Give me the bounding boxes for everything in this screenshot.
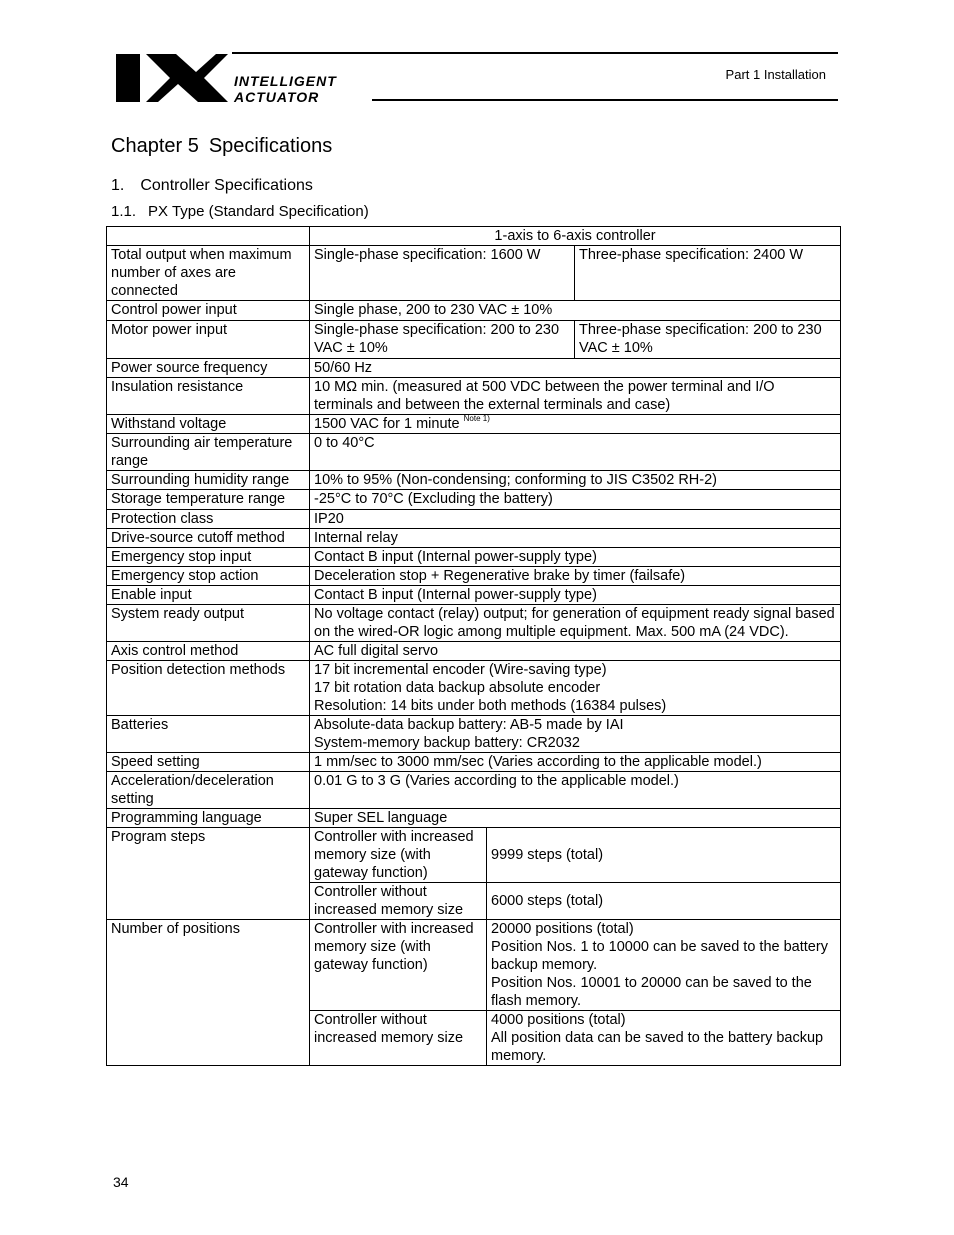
row-label: System ready output xyxy=(107,605,310,642)
row-protection xyxy=(107,510,841,529)
sub-value xyxy=(487,1011,841,1066)
row-label: Power source frequency xyxy=(107,359,310,378)
section-title: Controller Specifications xyxy=(140,177,313,194)
chapter-title: Specifications xyxy=(208,135,333,157)
row-value: -25°C to 70°C (Excluding the battery) xyxy=(310,490,841,510)
subsection-number: 1.1. xyxy=(111,203,137,220)
row-cutoff xyxy=(107,529,841,548)
row-axis-control xyxy=(107,642,841,661)
withstand-value: 1500 VAC for 1 minute xyxy=(314,416,460,432)
row-value: Contact B input (Internal power-supply type) xyxy=(310,586,841,605)
row-label: Protection class xyxy=(107,510,310,529)
row-value-single: Single-phase specification: 1600 W xyxy=(310,246,575,301)
value-line: 20000 positions (total) xyxy=(491,921,634,937)
row-value: 50/60 Hz xyxy=(310,359,841,378)
section-heading xyxy=(111,177,313,195)
chapter-number: Chapter 5 xyxy=(111,135,199,157)
row-value: AC full digital servo xyxy=(310,642,841,661)
row-humidity xyxy=(107,471,841,490)
row-value: Super SEL language xyxy=(310,809,841,828)
row-label: Storage temperature range xyxy=(107,490,310,510)
subsection-heading xyxy=(111,203,369,220)
row-accel xyxy=(107,772,841,809)
row-value: Internal relay xyxy=(310,529,841,548)
row-label: Drive-source cutoff method xyxy=(107,529,310,548)
sub-label: Controller with increased memory size (with gateway function) xyxy=(310,828,487,883)
row-value: 1 mm/sec to 3000 mm/sec (Varies according to the applicable model.) xyxy=(310,753,841,772)
part-label: Part 1 Installation xyxy=(725,67,826,82)
row-frequency xyxy=(107,359,841,378)
row-label: Speed setting xyxy=(107,753,310,772)
header-rule-bottom xyxy=(372,99,838,101)
row-control-power xyxy=(107,301,841,321)
value-line: System-memory backup battery: CR2032 xyxy=(314,735,580,751)
row-language xyxy=(107,809,841,828)
row-estop-input xyxy=(107,548,841,567)
logo-text-line2: ACTUATOR xyxy=(234,89,320,104)
row-motor-power xyxy=(107,321,841,359)
logo-text-line1: INTELLIGENT xyxy=(234,73,337,89)
row-label: Surrounding air temperature range xyxy=(107,434,310,471)
row-label: Control power input xyxy=(107,301,310,321)
row-positions-with xyxy=(107,920,841,1011)
table-header-cell: 1-axis to 6-axis controller xyxy=(310,227,841,246)
row-value-three: Three-phase specification: 2400 W xyxy=(575,246,841,301)
section-number: 1. xyxy=(111,177,125,194)
row-storage-temp xyxy=(107,490,841,510)
row-value: 0 to 40°C xyxy=(310,434,841,471)
row-label: Position detection methods xyxy=(107,661,310,716)
row-label: Number of positions xyxy=(107,920,310,1066)
row-value-three: Three-phase specification: 200 to 230 VAC ± 10% xyxy=(575,321,841,359)
row-label: Enable input xyxy=(107,586,310,605)
value-line: Resolution: 14 bits under both methods (16384 pulses) xyxy=(314,698,667,714)
row-value: IP20 xyxy=(310,510,841,529)
value-line: Position Nos. 1 to 10000 can be saved to the battery backup memory. xyxy=(491,939,828,973)
row-program-steps-with xyxy=(107,828,841,883)
row-value: 10% to 95% (Non-condensing; conforming to JIS C3502 RH-2) xyxy=(310,471,841,490)
row-value xyxy=(310,415,841,434)
value-line: All position data can be saved to the battery backup memory. xyxy=(491,1030,824,1064)
value-line: 17 bit rotation data backup absolute encoder xyxy=(314,680,601,696)
header-rule-top xyxy=(232,52,838,54)
row-value-single: Single-phase specification: 200 to 230 VAC ± 10% xyxy=(310,321,575,359)
row-air-temp xyxy=(107,434,841,471)
sub-label: Controller without increased memory size xyxy=(310,883,487,920)
row-insulation xyxy=(107,378,841,415)
table-header-row xyxy=(107,227,841,246)
row-system-ready xyxy=(107,605,841,642)
row-value: Contact B input (Internal power-supply type) xyxy=(310,548,841,567)
row-label: Axis control method xyxy=(107,642,310,661)
row-label: Programming language xyxy=(107,809,310,828)
table-header-empty xyxy=(107,227,310,246)
sub-value: 9999 steps (total) xyxy=(487,828,841,883)
row-batteries xyxy=(107,716,841,753)
row-value: 10 MΩ min. (measured at 500 VDC between the power terminal and I/O terminals and between the external terminals and case) xyxy=(310,378,841,415)
row-value: Single phase, 200 to 230 VAC ± 10% xyxy=(310,301,841,321)
row-label: Program steps xyxy=(107,828,310,920)
row-value: No voltage contact (relay) output; for generation of equipment ready signal based on the wired-OR logic among multiple equipment. Max. 500 mA (24 VDC). xyxy=(310,605,841,642)
row-value xyxy=(310,716,841,753)
row-speed xyxy=(107,753,841,772)
row-estop-action xyxy=(107,567,841,586)
chapter-heading xyxy=(111,135,332,158)
company-logo xyxy=(114,52,404,104)
row-label: Withstand voltage xyxy=(107,415,310,434)
page-number: 34 xyxy=(113,1174,129,1190)
spec-table xyxy=(106,226,841,1066)
row-label: Acceleration/deceleration setting xyxy=(107,772,310,809)
sub-value: 6000 steps (total) xyxy=(487,883,841,920)
value-line: 4000 positions (total) xyxy=(491,1012,626,1028)
row-label: Surrounding humidity range xyxy=(107,471,310,490)
subsection-title: PX Type (Standard Specification) xyxy=(148,203,369,220)
row-position-detection xyxy=(107,661,841,716)
row-label: Emergency stop action xyxy=(107,567,310,586)
sub-label: Controller with increased memory size (with gateway function) xyxy=(310,920,487,1011)
footnote-marker: Note 1) xyxy=(463,414,490,423)
value-line: Absolute-data backup battery: AB-5 made by IAI xyxy=(314,717,624,733)
row-label: Motor power input xyxy=(107,321,310,359)
value-line: Position Nos. 10001 to 20000 can be saved to the flash memory. xyxy=(491,975,812,1009)
row-total-output xyxy=(107,246,841,301)
row-label: Total output when maximum number of axes are connected xyxy=(107,246,310,301)
sub-value xyxy=(487,920,841,1011)
row-value: 0.01 G to 3 G (Varies according to the applicable model.) xyxy=(310,772,841,809)
sub-label: Controller without increased memory size xyxy=(310,1011,487,1066)
row-enable-input xyxy=(107,586,841,605)
row-label: Batteries xyxy=(107,716,310,753)
row-label: Emergency stop input xyxy=(107,548,310,567)
row-withstand xyxy=(107,415,841,434)
value-line: 17 bit incremental encoder (Wire-saving type) xyxy=(314,662,607,678)
row-value xyxy=(310,661,841,716)
row-label: Insulation resistance xyxy=(107,378,310,415)
row-value: Deceleration stop + Regenerative brake by timer (failsafe) xyxy=(310,567,841,586)
